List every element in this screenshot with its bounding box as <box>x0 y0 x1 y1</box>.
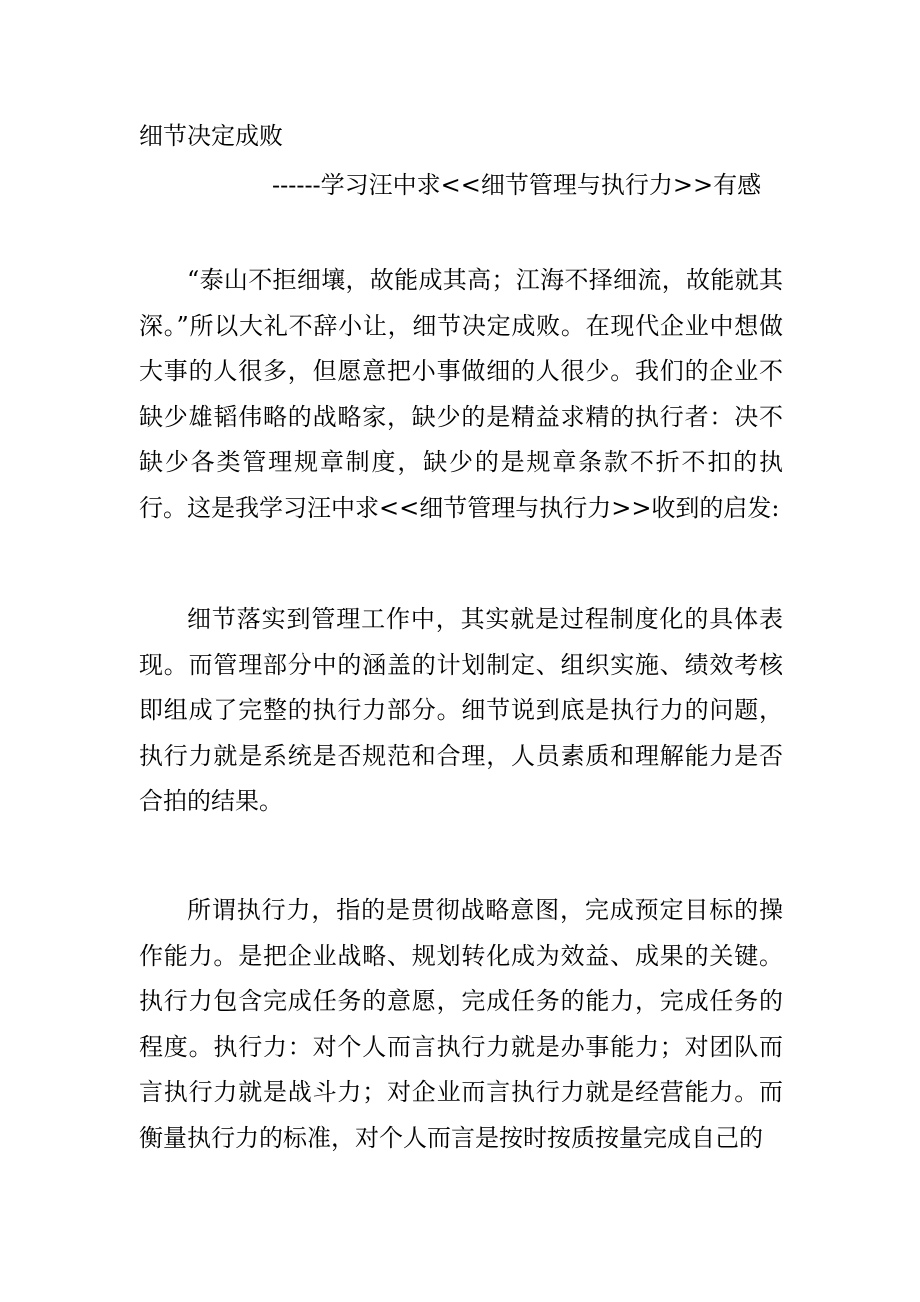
paragraph-1: “泰山不拒细壤，故能成其高；江海不择细流，故能就其深。”所以大礼不辞小让，细节决定成败。在现代企业中想做大事的人很多，但愿意把小事做细的人很少。我们的企业不缺少雄韬伟略的战略家，缺少的是精益求精的执行者：决不缺少各类管理规章制度，缺少的是规章条款不折不扣的执行。这是我学习汪中求<<细节管理与执行力>>收到的启发: <box>139 266 783 522</box>
document-subtitle: ------学习汪中求<<细节管理与执行力>>有感 <box>272 171 762 199</box>
paragraph-3: 所谓执行力，指的是贯彻战略意图，完成预定目标的操作能力。是把企业战略、规划转化成为效益、成果的关键。执行力包含完成任务的意愿，完成任务的能力，完成任务的程度。执行力：对个人而言执行力就是办事能力；对团队而言执行力就是战斗力；对企业而言执行力就是经营能力。而衡量执行力的标准，对个人而言是按时按质按量完成自己的 <box>139 896 783 1152</box>
document-title: 细节决定成败 <box>139 122 283 150</box>
paragraph-2: 细节落实到管理工作中，其实就是过程制度化的具体表现。而管理部分中的涵盖的计划制定、组织实施、绩效考核即组成了完整的执行力部分。细节说到底是执行力的问题，执行力就是系统是否规范和合理，人员素质和理解能力是否合拍的结果。 <box>139 605 783 816</box>
